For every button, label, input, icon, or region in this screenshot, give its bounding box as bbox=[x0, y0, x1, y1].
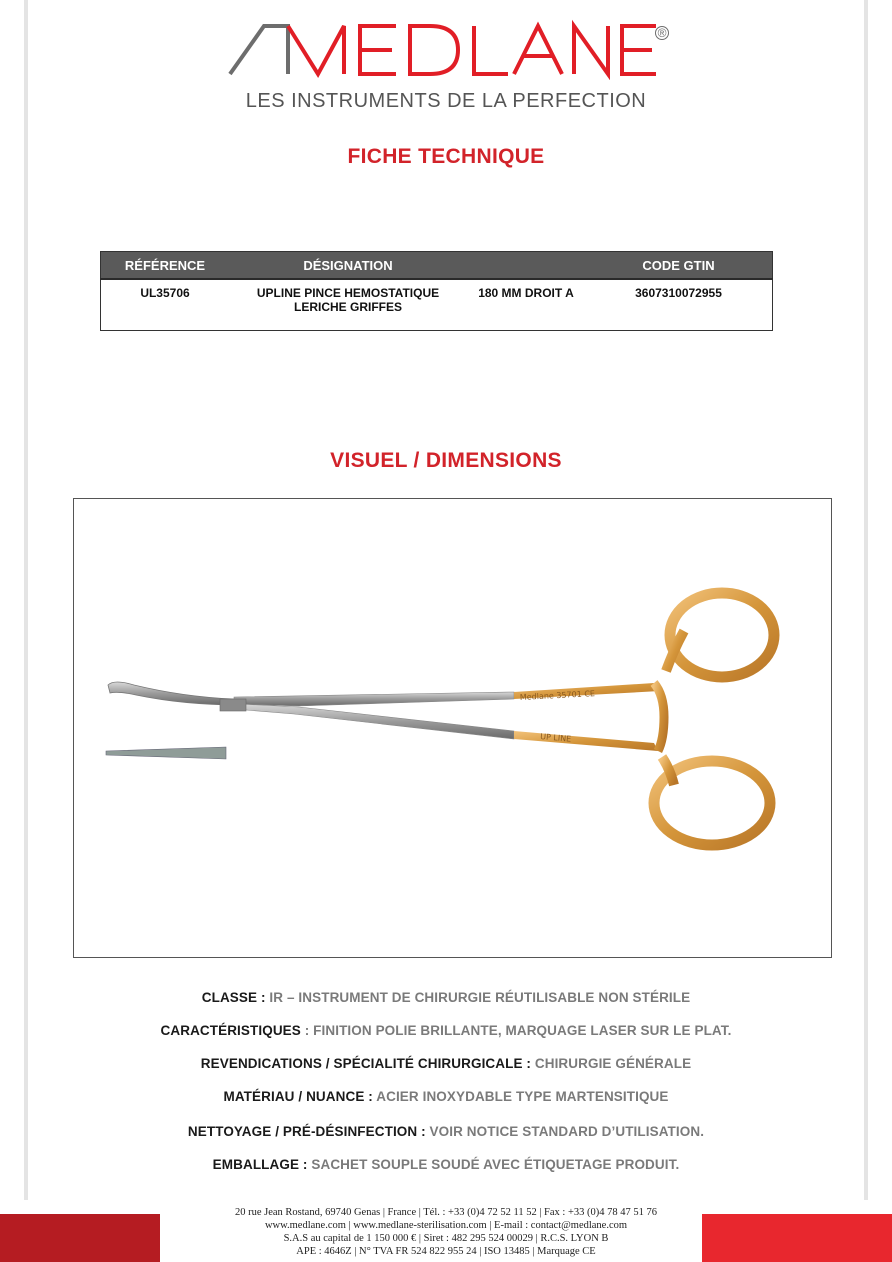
reference-table bbox=[100, 251, 773, 331]
table-row bbox=[101, 279, 773, 331]
brand-logo bbox=[0, 18, 892, 112]
cell-size: 180 MM DROIT A bbox=[478, 286, 574, 300]
footer-legal: S.A.S au capital de 1 150 000 € | Siret : 482 295 524 00029 | R.C.S. LYON B bbox=[283, 1233, 609, 1244]
header-reference: RÉFÉRENCE bbox=[101, 252, 230, 280]
spec-classe-key: CLASSE : bbox=[201, 990, 266, 1005]
left-border-line bbox=[24, 0, 28, 1200]
right-border-line bbox=[864, 0, 868, 1200]
footer-registration: APE : 4646Z | N° TVA FR 524 822 955 24 | ISO 13485 | Marquage CE bbox=[296, 1246, 596, 1257]
spec-materiau-value: ACIER INOXYDABLE TYPE MARTENSITIQUE bbox=[372, 1089, 669, 1104]
spec-nettoyage-key: NETTOYAGE / PRÉ-DÉSINFECTION : bbox=[187, 1124, 426, 1139]
spec-materiau bbox=[0, 1089, 892, 1104]
brand-tagline: LES INSTRUMENTS DE LA PERFECTION bbox=[245, 90, 647, 112]
spec-caracteristiques-value: : FINITION POLIE BRILLANTE, MARQUAGE LASER SUR LE PLAT. bbox=[300, 1023, 732, 1038]
cell-designation: UPLINE PINCE HEMOSTATIQUE LERICHE GRIFFES bbox=[256, 286, 440, 314]
spec-caracteristiques bbox=[0, 1023, 892, 1038]
header-designation: DÉSIGNATION bbox=[229, 252, 467, 280]
table-header-row bbox=[101, 252, 773, 280]
product-image-frame bbox=[73, 498, 832, 958]
engraving-upper: Medlane 35701 CE bbox=[519, 689, 596, 702]
registered-mark: ® bbox=[655, 26, 669, 40]
header-gtin: CODE GTIN bbox=[585, 252, 773, 280]
spec-caracteristiques-key: CARACTÉRISTIQUES bbox=[160, 1023, 301, 1038]
spec-classe bbox=[0, 990, 892, 1005]
spec-revendications-value: CHIRURGIE GÉNÉRALE bbox=[531, 1056, 692, 1071]
spec-emballage-key: EMBALLAGE : bbox=[212, 1157, 308, 1172]
logo-wordmark bbox=[0, 18, 892, 88]
logo-wordmark-graphic bbox=[226, 18, 666, 80]
company-footer bbox=[0, 1206, 892, 1258]
spec-revendications-key: REVENDICATIONS / SPÉCIALITÉ CHIRURGICALE : bbox=[200, 1056, 532, 1071]
spec-revendications bbox=[0, 1056, 892, 1071]
spec-nettoyage bbox=[0, 1124, 892, 1139]
cell-reference: UL35706 bbox=[140, 286, 190, 300]
cell-gtin: 3607310072955 bbox=[635, 286, 722, 300]
spec-nettoyage-value: VOIR NOTICE STANDARD D’UTILISATION. bbox=[425, 1124, 705, 1139]
spec-emballage-value: SACHET SOUPLE SOUDÉ AVEC ÉTIQUETAGE PRODUIT. bbox=[307, 1157, 680, 1172]
spec-emballage bbox=[0, 1157, 892, 1172]
footer-websites: www.medlane.com | www.medlane-sterilisation.com | E-mail : contact@medlane.com bbox=[264, 1220, 628, 1231]
spec-classe-value: IR – INSTRUMENT DE CHIRURGIE RÉUTILISABLE NON STÉRILE bbox=[265, 990, 691, 1005]
footer-address: 20 rue Jean Rostand, 69740 Genas | France | Tél. : +33 (0)4 72 52 11 52 | Fax : +33 (0)4 78 47 51 76 bbox=[234, 1207, 658, 1218]
engraving-lower: UP LINE bbox=[539, 732, 572, 744]
fiche-technique-title: FICHE TECHNIQUE bbox=[347, 145, 545, 168]
forceps-illustration bbox=[74, 499, 831, 957]
header-blank bbox=[467, 252, 585, 280]
visuel-dimensions-title: VISUEL / DIMENSIONS bbox=[330, 449, 562, 472]
spec-materiau-key: MATÉRIAU / NUANCE : bbox=[223, 1089, 373, 1104]
